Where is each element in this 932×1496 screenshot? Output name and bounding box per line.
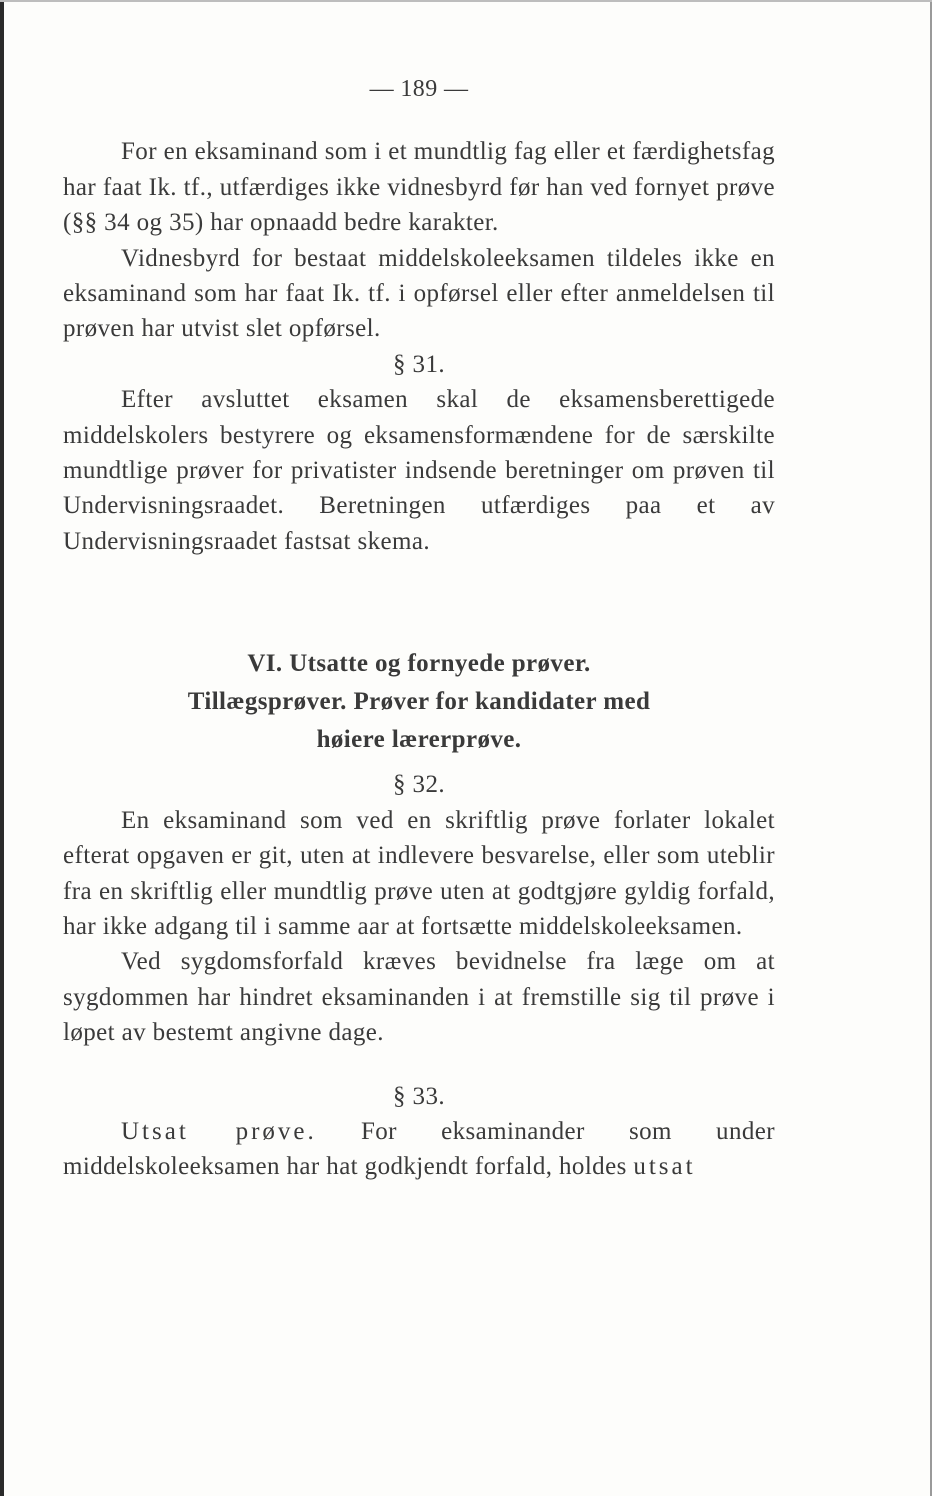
section-33-text bbox=[63, 1114, 775, 1185]
section-31-mark: § 31. bbox=[393, 350, 445, 378]
section-32-text-2: Ved sygdomsforfald kræves bevidnelse fra læge om at sygdommen har hindret eksaminanden i at fremstille sig til prøve i løpet av bestemt angivne dage. bbox=[63, 948, 775, 1047]
section-33-mark: § 33. bbox=[393, 1082, 445, 1110]
section-33-lead: Utsat prøve. bbox=[121, 1117, 317, 1145]
spacer bbox=[63, 559, 775, 645]
scan-edge-top bbox=[0, 0, 932, 2]
section-32-mark: § 32. bbox=[393, 771, 445, 799]
chapter-heading-line-3: høiere lærerprøve. bbox=[316, 726, 522, 754]
spacer bbox=[63, 759, 775, 767]
chapter-heading-line-2: Tillægsprøver. Prøver for kandidater med bbox=[187, 688, 651, 716]
chapter-heading-line-1: VI. Utsatte og fornyede prøver. bbox=[247, 650, 591, 678]
paragraph-vidnesbyrd-opforsel: Vidnesbyrd for bestaat middelskoleeksamen tildeles ikke en eksaminand som har faat Ik. tf. i opførsel eller efter anmeldelsen til prøven har utvist slet opførsel. bbox=[63, 244, 775, 343]
document-page bbox=[63, 72, 775, 1185]
paragraph-vidnesbyrd-fag: For en eksaminand som i et mundtlig fag eller et færdighetsfag har faat Ik. tf., utfærdiges ikke vidnesbyrd før han ved fornyet prøve (§§ 34 og 35) har opnaadd bedre karakter. bbox=[63, 138, 775, 237]
page-number: — 189 — bbox=[369, 76, 469, 102]
section-31-text: Efter avsluttet eksamen skal de eksamensberettigede middelskolers bestyrere og eksamensformændene for de særskilte mundtlige prøver for privatister indsende beretninger om prøven til Undervisningsraadet. Beretningen utfærdiges paa et av Undervisningsraadet fastsat skema. bbox=[63, 386, 775, 555]
spacer bbox=[63, 1051, 775, 1079]
section-33-body: For eksaminander som under middelskoleeksamen har hat godkjendt forfald, holdes bbox=[63, 1117, 775, 1181]
section-33-tail: utsat bbox=[633, 1153, 696, 1181]
section-32-text-1: En eksaminand som ved en skriftlig prøve forlater lokalet efterat opgaven er git, uten at indlevere besvarelse, eller som uteblir fra en skriftlig eller mundtlig prøve uten at godtgjøre gyldig forfald, har ikke adgang til i samme aar at fortsætte middelskoleeksamen. bbox=[63, 806, 775, 940]
scan-edge-left bbox=[0, 0, 4, 1496]
